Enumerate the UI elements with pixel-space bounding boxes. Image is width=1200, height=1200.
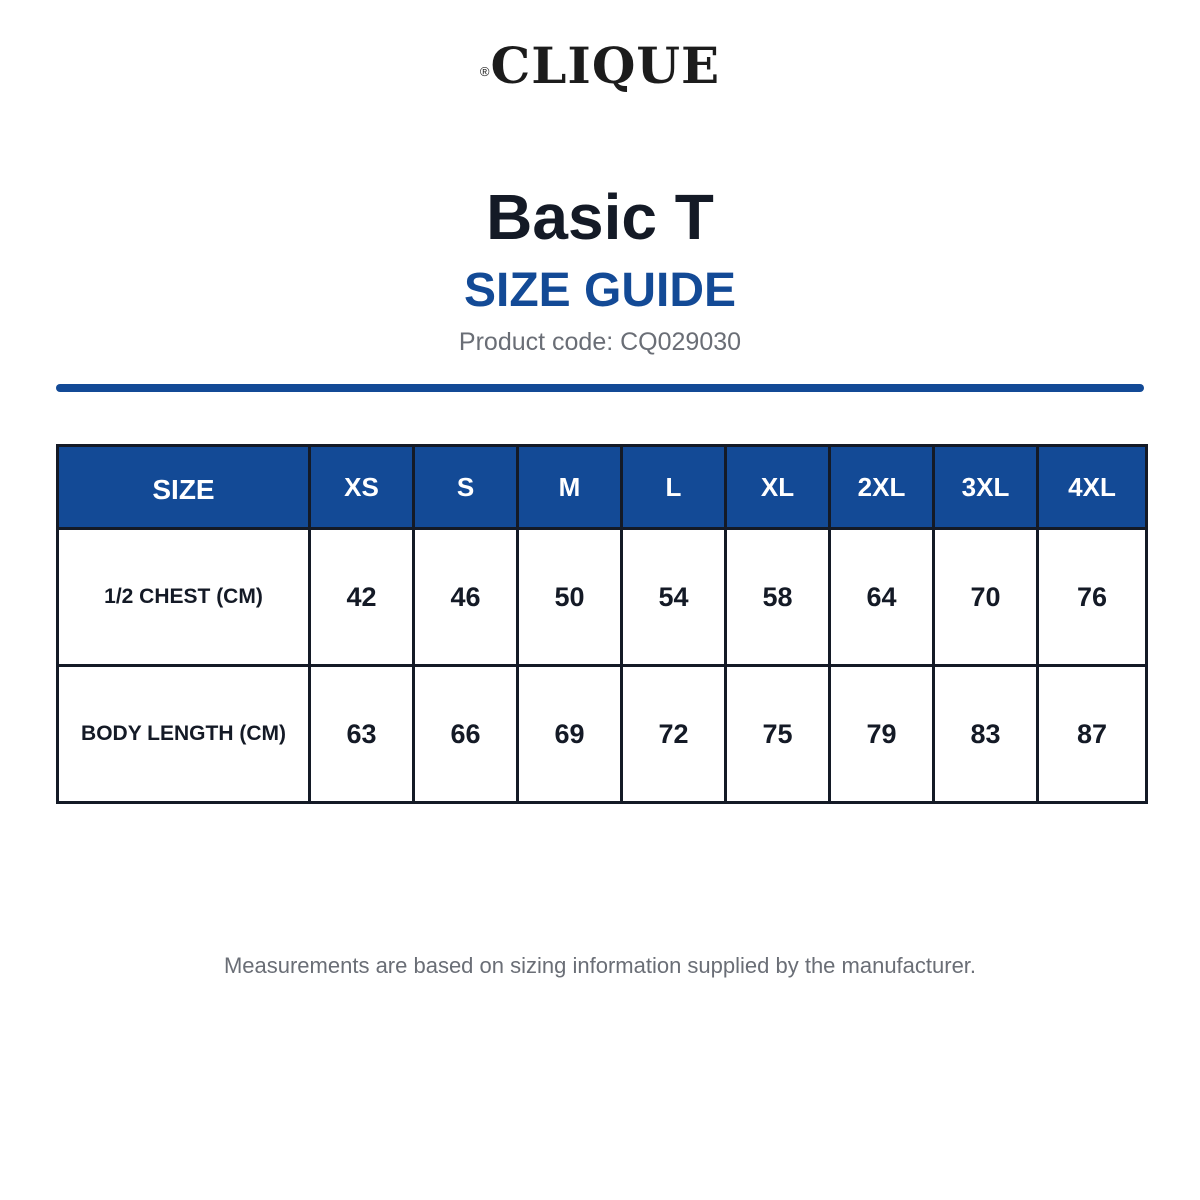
table-cell: 58 bbox=[726, 529, 830, 666]
header-size-s: S bbox=[414, 446, 518, 529]
table-row bbox=[58, 666, 1147, 803]
row-label-chest: 1/2 CHEST (CM) bbox=[58, 529, 310, 666]
header-size-l: L bbox=[622, 446, 726, 529]
divider bbox=[56, 384, 1144, 392]
table-cell: 75 bbox=[726, 666, 830, 803]
table-cell: 87 bbox=[1038, 666, 1147, 803]
size-guide-heading: SIZE GUIDE bbox=[463, 264, 737, 317]
header-size-m: M bbox=[518, 446, 622, 529]
table-cell: 83 bbox=[934, 666, 1038, 803]
table-cell: 54 bbox=[622, 529, 726, 666]
table-cell: 79 bbox=[830, 666, 934, 803]
table-cell: 72 bbox=[622, 666, 726, 803]
table-cell: 46 bbox=[414, 529, 518, 666]
table-cell: 76 bbox=[1038, 529, 1147, 666]
table-cell: 66 bbox=[414, 666, 518, 803]
table-row bbox=[58, 529, 1147, 666]
brand-logo bbox=[0, 36, 1200, 96]
footnote: Measurements are based on sizing information supplied by the manufacturer. bbox=[223, 953, 977, 978]
table-cell: 70 bbox=[934, 529, 1038, 666]
table-header-row bbox=[58, 446, 1147, 529]
row-label-body-length: BODY LENGTH (CM) bbox=[58, 666, 310, 803]
table-cell: 64 bbox=[830, 529, 934, 666]
table-cell: 42 bbox=[310, 529, 414, 666]
table-cell: 50 bbox=[518, 529, 622, 666]
table-cell: 63 bbox=[310, 666, 414, 803]
brand-name: CLIQUE bbox=[490, 36, 721, 95]
header-size-4xl: 4XL bbox=[1038, 446, 1147, 529]
header-size-xl: XL bbox=[726, 446, 830, 529]
registered-mark: ® bbox=[479, 64, 491, 79]
header-size-xs: XS bbox=[310, 446, 414, 529]
table-cell: 69 bbox=[518, 666, 622, 803]
product-code: Product code: CQ029030 bbox=[458, 328, 742, 356]
header-size-label: SIZE bbox=[58, 446, 310, 529]
header-size-2xl: 2XL bbox=[830, 446, 934, 529]
product-title: Basic T bbox=[486, 181, 714, 253]
size-table bbox=[56, 444, 1148, 804]
header-size-3xl: 3XL bbox=[934, 446, 1038, 529]
